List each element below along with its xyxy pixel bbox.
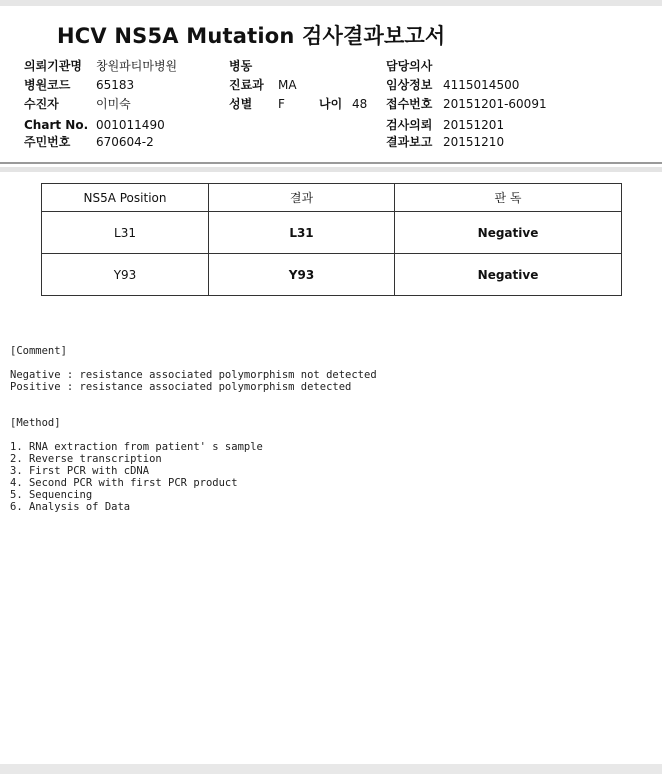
top-bar [0, 0, 662, 6]
patient-value: 이미숙 [96, 97, 131, 111]
table-row [42, 212, 622, 254]
interpretation-cell: Negative [395, 254, 622, 296]
resident-no-value: 670604-2 [96, 135, 154, 149]
table-row [42, 254, 622, 296]
position-cell: Y93 [42, 254, 209, 296]
ward-label: 병동 [229, 59, 253, 73]
hospital-code-value: 65183 [96, 78, 135, 92]
comment-line: Negative : resistance associated polymorphism not detected [10, 369, 377, 381]
method-step: 4. Second PCR with first PCR product [10, 477, 238, 489]
method-step: 3. First PCR with cDNA [10, 465, 150, 477]
hospital-code-label: 병원코드 [24, 78, 71, 92]
results-table [41, 183, 622, 296]
patient-label: 수진자 [24, 97, 59, 111]
requesting-institution-value: 창원파티마병원 [96, 59, 178, 73]
result-report-label: 결과보고 [386, 135, 433, 149]
column-header-interpretation: 판 독 [395, 184, 622, 212]
requesting-institution-label: 의뢰기관명 [24, 59, 82, 73]
chart-no-label: Chart No. [24, 118, 89, 132]
receipt-no-label: 접수번호 [386, 97, 433, 111]
results-table-header [42, 184, 622, 212]
method-step: 1. RNA extraction from patient' s sample [10, 441, 263, 453]
method-step: 6. Analysis of Data [10, 501, 131, 513]
age-value: 48 [352, 97, 368, 111]
department-label: 진료과 [229, 78, 264, 92]
sex-label: 성별 [229, 97, 253, 111]
department-value: MA [278, 78, 297, 92]
resident-no-label: 주민번호 [24, 135, 71, 149]
attending-doctor-label: 담당의사 [386, 59, 433, 73]
interpretation-cell: Negative [395, 212, 622, 254]
position-cell: L31 [42, 212, 209, 254]
bottom-bar [0, 764, 662, 774]
age-label: 나이 [319, 97, 343, 111]
clinical-info-value: 4115014500 [443, 78, 520, 92]
result-report-value: 20151210 [443, 135, 505, 149]
comment-heading: [Comment] [10, 345, 67, 357]
test-request-label: 검사의뢰 [386, 118, 433, 132]
clinical-info-label: 임상정보 [386, 78, 433, 92]
test-request-value: 20151201 [443, 118, 505, 132]
column-header-result: 결과 [209, 184, 395, 212]
chart-no-value: 001011490 [96, 118, 165, 132]
header-divider [0, 162, 662, 164]
sex-value: F [278, 97, 285, 111]
result-cell: Y93 [209, 254, 395, 296]
method-heading: [Method] [10, 417, 61, 429]
result-cell: L31 [209, 212, 395, 254]
method-step: 5. Sequencing [10, 489, 93, 501]
receipt-no-value: 20151201-60091 [443, 97, 547, 111]
method-step: 2. Reverse transcription [10, 453, 162, 465]
header-divider-shade [0, 167, 662, 172]
column-header-position: NS5A Position [42, 184, 209, 212]
report-title: HCV NS5A Mutation 검사결과보고서 [57, 24, 446, 48]
comment-line: Positive : resistance associated polymorphism detected [10, 381, 352, 393]
